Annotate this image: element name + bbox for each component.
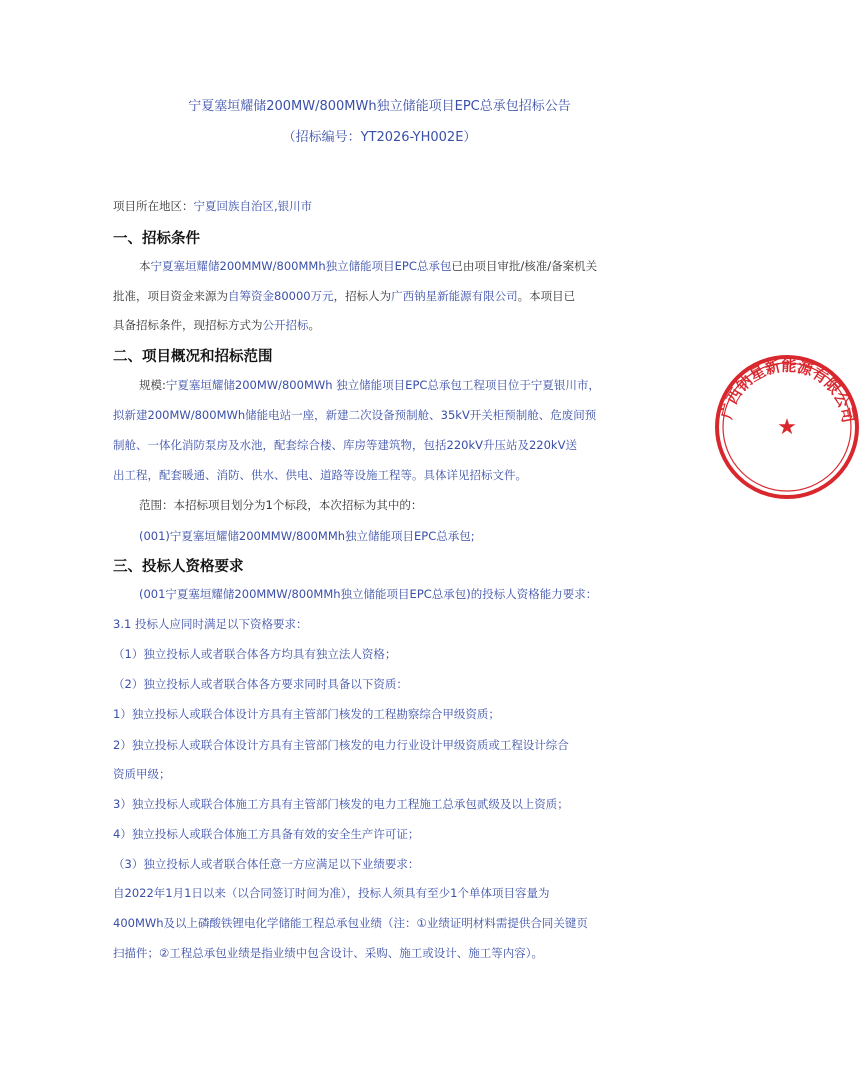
company-seal [712,352,862,502]
location-label: 项目所在地区： [113,199,194,213]
qual-4: 4）独立投标人或联合体施工方具备有效的安全生产许可证； [113,827,420,841]
perf-line3: 扫描件；②工程总承包业绩是指业绩中包含设计、采购、施工或设计、施工等内容）。 [113,946,544,960]
text: 。本项目已 [517,289,576,303]
section3-heading: 三、投标人资格要求 [113,559,244,575]
project-name: 宁夏塞垣耀储200MMW/800MMh独立储能项目EPC总承包 [150,259,452,273]
perf-line2: 400MWh及以上磷酸铁锂电化学储能工程总承包业绩（注：①业绩证明材料需提供合同关键页 [113,916,588,930]
perf-line1: 自2022年1月1日以来（以合同签订时间为准），投标人须具有至少1个单体项目容量为 [113,886,550,900]
req-item-1: （1）独立投标人或者联合体各方均具有独立法人资格； [113,647,397,661]
tender-method: 公开招标 [262,318,309,332]
section2-scope: 范围：本招标项目划分为1个标段，本次招标为其中的： [139,498,423,512]
text: 本 [139,259,151,273]
fund-source: 自筹资金80000万元 [228,289,334,303]
text: 具备招标条件，现招标方式为 [113,318,263,332]
qual-2b: 资质甲级； [113,767,171,781]
qual-3: 3）独立投标人或联合体施工方具有主管部门核发的电力工程施工总承包贰级及以上资质； [113,797,569,811]
text: 规模: [139,378,166,392]
text: 。 [308,318,320,332]
req-3-1: 3.1 投标人应同时满足以下资格要求： [113,617,308,631]
section2-lot: (001)宁夏塞垣耀储200MMW/800MMh独立储能项目EPC总承包; [139,529,475,543]
section2-line4: 出工程，配套暖通、消防、供水、供电、道路等设施工程等。具体详见招标文件。 [113,468,527,482]
text: ，招标人为 [333,289,392,303]
location-value: 宁夏回族自治区,银川市 [193,199,313,213]
scale-text: 宁夏塞垣耀储200MW/800MWh 独立储能项目EPC总承包工程项目位于宁夏银川市， [165,378,600,392]
section2-heading: 二、项目概况和招标范围 [113,349,273,365]
document-title: 宁夏塞垣耀储200MW/800MWh独立储能项目EPC总承包招标公告 [188,99,571,114]
section1-line3 [113,317,320,333]
qual-1: 1）独立投标人或联合体设计方具有主管部门核发的工程勘察综合甲级资质； [113,707,500,721]
location-line [113,198,312,214]
tenderer-name: 广西钠星新能源有限公司 [391,289,518,303]
section2-line2: 拟新建200MW/800MWh储能电站一座，新建二次设备预制舱、35kV开关柜预制舱、危废间预 [113,408,597,422]
section3-intro: (001宁夏塞垣耀储200MMW/800MMh独立储能项目EPC总承包)的投标人资格能力要求： [139,587,598,601]
section1-line1 [139,258,597,274]
req-item-3: （3）独立投标人或者联合体任意一方应满足以下业绩要求： [113,857,420,871]
section2-line3: 制舱、一体化消防泵房及水池，配套综合楼、库房等建筑物，包括220kV升压站及220kV送 [113,438,577,452]
req-item-2: （2）独立投标人或者联合体各方要求同时具备以下资质： [113,677,408,691]
text: 批准，项目资金来源为 [113,289,228,303]
qual-2a: 2）独立投标人或联合体设计方具有主管部门核发的电力行业设计甲级资质或工程设计综合 [113,738,569,752]
svg-text:★: ★ [777,415,797,440]
section1-heading: 一、招标条件 [113,231,200,247]
svg-text:广西钠星新能源有限公司: 广西钠星新能源有限公司 [717,356,858,425]
bid-number: （招标编号：YT2026-YH002E） [282,130,477,145]
text: 已由项目审批/核准/备案机关 [451,259,598,273]
section1-line2 [113,288,575,304]
section2-line1 [139,377,600,393]
